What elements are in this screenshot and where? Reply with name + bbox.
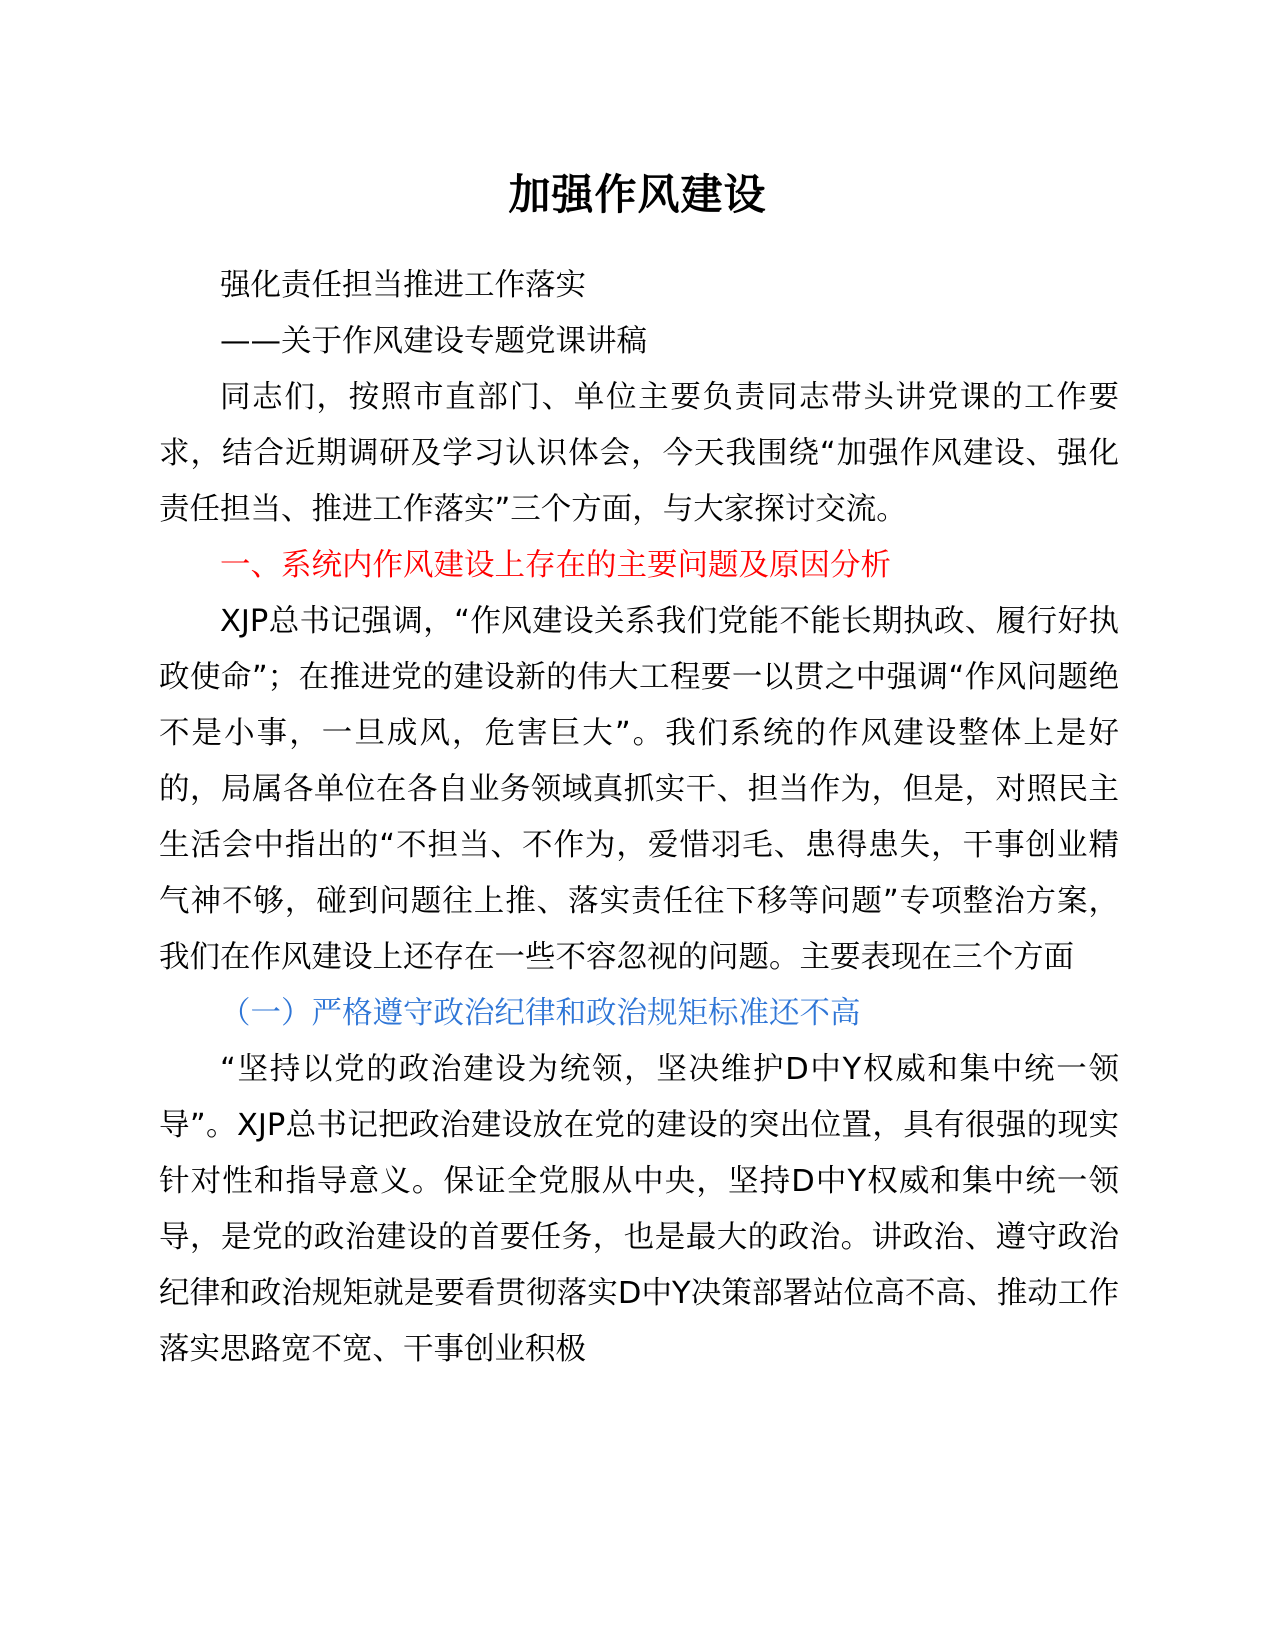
body-paragraph-1: XJP总书记强调，“作风建设关系我们党能不能长期执政、履行好执政使命”；在推进党的建设新的伟大工程要一以贯之中强调“作风问题绝不是小事，一旦成风，危害巨大”。我们系统的作风建设整体上是好的，局属各单位在各自业务领域真抓实干、担当作为，但是，对照民主生活会中指出的“不担当、不作为，爱惜羽毛、患得患失，干事创业精气神不够，碰到问题往上推、落实责任往下移等问题”专项整治方案，我们在作风建设上还存在一些不容忽视的问题。主要表现在三个方面	[159, 604, 1119, 975]
document-body	[159, 258, 1119, 1378]
subtitle: 强化责任担当推进工作落实	[220, 268, 586, 303]
opening-paragraph: 同志们，按照市直部门、单位主要负责同志带头讲党课的工作要求，结合近期调研及学习认识体会，今天我围绕“加强作风建设、强化责任担当、推进工作落实”三个方面，与大家探讨交流。	[159, 380, 1119, 527]
body-paragraph-2: “坚持以党的政治建设为统领，坚决维护D中Y权威和集中统一领导”。XJP总书记把政治建设放在党的建设的突出位置，具有很强的现实针对性和指导意义。保证全党服从中央，坚持D中Y权威和集中统一领导，是党的政治建设的首要任务，也是最大的政治。讲政治、遵守政治纪律和政治规矩就是要看贯彻落实D中Y决策部署站位高不高、推动工作落实思路宽不宽、干事创业积极	[159, 1052, 1119, 1367]
subtitle-series: ——关于作风建设专题党课讲稿	[220, 324, 647, 359]
subsection-heading-1: （一）严格遵守政治纪律和政治规矩标准还不高	[220, 996, 861, 1031]
section-heading-1: 一、系统内作风建设上存在的主要问题及原因分析	[220, 548, 891, 583]
document-title: 加强作风建设	[508, 170, 767, 219]
